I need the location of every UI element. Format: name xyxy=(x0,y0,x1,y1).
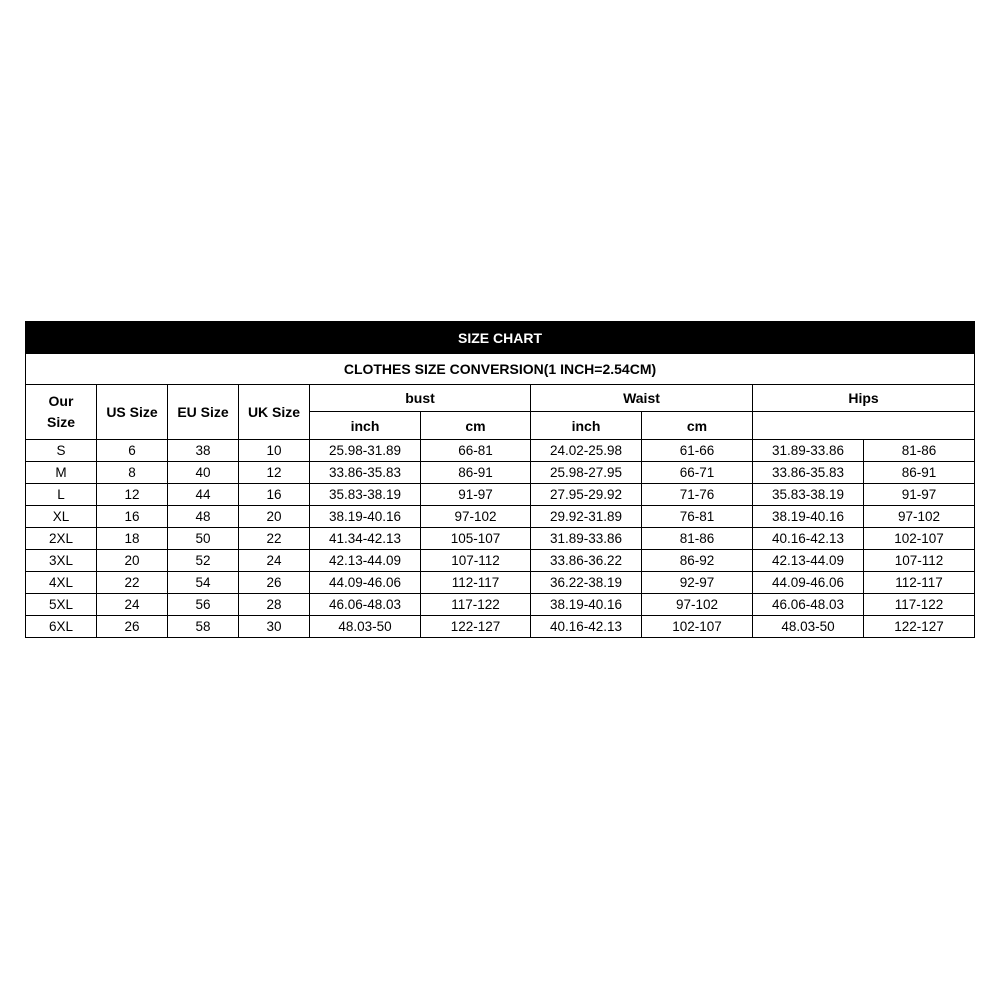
header-waist-cm: cm xyxy=(642,412,753,440)
cell-us-size: 12 xyxy=(97,484,168,506)
cell-waist-cm: 97-102 xyxy=(642,594,753,616)
cell-waist-inch: 33.86-36.22 xyxy=(531,550,642,572)
header-bust-inch: inch xyxy=(310,412,421,440)
cell-hips-cm: 112-117 xyxy=(864,572,975,594)
cell-waist-inch: 31.89-33.86 xyxy=(531,528,642,550)
cell-waist-cm: 76-81 xyxy=(642,506,753,528)
cell-bust-inch: 25.98-31.89 xyxy=(310,440,421,462)
cell-bust-inch: 38.19-40.16 xyxy=(310,506,421,528)
cell-our-size: XL xyxy=(26,506,97,528)
cell-uk-size: 26 xyxy=(239,572,310,594)
cell-us-size: 20 xyxy=(97,550,168,572)
cell-us-size: 26 xyxy=(97,616,168,638)
size-table xyxy=(25,321,975,638)
table-row xyxy=(26,616,975,638)
cell-waist-inch: 24.02-25.98 xyxy=(531,440,642,462)
cell-us-size: 22 xyxy=(97,572,168,594)
cell-our-size: S xyxy=(26,440,97,462)
cell-uk-size: 10 xyxy=(239,440,310,462)
cell-hips-cm: 107-112 xyxy=(864,550,975,572)
header-hips-units-empty xyxy=(753,412,975,440)
cell-hips-inch: 46.06-48.03 xyxy=(753,594,864,616)
cell-hips-cm: 81-86 xyxy=(864,440,975,462)
cell-hips-cm: 86-91 xyxy=(864,462,975,484)
cell-our-size: 2XL xyxy=(26,528,97,550)
size-table-body xyxy=(26,440,975,638)
cell-bust-cm: 105-107 xyxy=(421,528,531,550)
cell-waist-cm: 81-86 xyxy=(642,528,753,550)
cell-eu-size: 44 xyxy=(168,484,239,506)
cell-our-size: 5XL xyxy=(26,594,97,616)
cell-waist-inch: 27.95-29.92 xyxy=(531,484,642,506)
cell-hips-inch: 35.83-38.19 xyxy=(753,484,864,506)
cell-uk-size: 12 xyxy=(239,462,310,484)
cell-bust-inch: 41.34-42.13 xyxy=(310,528,421,550)
cell-waist-cm: 92-97 xyxy=(642,572,753,594)
cell-bust-cm: 112-117 xyxy=(421,572,531,594)
cell-our-size: 3XL xyxy=(26,550,97,572)
cell-waist-cm: 86-92 xyxy=(642,550,753,572)
size-chart xyxy=(25,321,975,638)
cell-bust-cm: 86-91 xyxy=(421,462,531,484)
cell-waist-cm: 71-76 xyxy=(642,484,753,506)
cell-waist-inch: 36.22-38.19 xyxy=(531,572,642,594)
header-waist-inch: inch xyxy=(531,412,642,440)
cell-eu-size: 58 xyxy=(168,616,239,638)
cell-eu-size: 38 xyxy=(168,440,239,462)
header-hips: Hips xyxy=(753,385,975,412)
cell-our-size: 4XL xyxy=(26,572,97,594)
cell-uk-size: 20 xyxy=(239,506,310,528)
header-bust-cm: cm xyxy=(421,412,531,440)
cell-eu-size: 40 xyxy=(168,462,239,484)
cell-us-size: 6 xyxy=(97,440,168,462)
cell-our-size: 6XL xyxy=(26,616,97,638)
header-eu-size: EU Size xyxy=(168,385,239,440)
header-uk-size: UK Size xyxy=(239,385,310,440)
cell-uk-size: 28 xyxy=(239,594,310,616)
cell-bust-cm: 122-127 xyxy=(421,616,531,638)
cell-hips-inch: 40.16-42.13 xyxy=(753,528,864,550)
chart-subtitle: CLOTHES SIZE CONVERSION(1 INCH=2.54CM) xyxy=(26,354,975,385)
cell-bust-inch: 35.83-38.19 xyxy=(310,484,421,506)
cell-bust-cm: 107-112 xyxy=(421,550,531,572)
table-row xyxy=(26,528,975,550)
cell-bust-inch: 48.03-50 xyxy=(310,616,421,638)
header-bust: bust xyxy=(310,385,531,412)
table-row xyxy=(26,550,975,572)
cell-waist-inch: 25.98-27.95 xyxy=(531,462,642,484)
cell-uk-size: 22 xyxy=(239,528,310,550)
cell-bust-inch: 42.13-44.09 xyxy=(310,550,421,572)
cell-waist-inch: 40.16-42.13 xyxy=(531,616,642,638)
header-our-size: Our Size xyxy=(26,385,97,440)
table-row xyxy=(26,572,975,594)
cell-eu-size: 54 xyxy=(168,572,239,594)
cell-waist-inch: 29.92-31.89 xyxy=(531,506,642,528)
cell-our-size: M xyxy=(26,462,97,484)
cell-bust-cm: 91-97 xyxy=(421,484,531,506)
header-us-size: US Size xyxy=(97,385,168,440)
cell-waist-cm: 66-71 xyxy=(642,462,753,484)
cell-hips-inch: 42.13-44.09 xyxy=(753,550,864,572)
table-row xyxy=(26,484,975,506)
cell-hips-inch: 33.86-35.83 xyxy=(753,462,864,484)
cell-bust-inch: 46.06-48.03 xyxy=(310,594,421,616)
cell-uk-size: 16 xyxy=(239,484,310,506)
cell-hips-cm: 117-122 xyxy=(864,594,975,616)
cell-us-size: 8 xyxy=(97,462,168,484)
cell-us-size: 24 xyxy=(97,594,168,616)
table-row xyxy=(26,462,975,484)
chart-title: SIZE CHART xyxy=(26,322,975,354)
table-row xyxy=(26,594,975,616)
cell-hips-cm: 122-127 xyxy=(864,616,975,638)
cell-our-size: L xyxy=(26,484,97,506)
cell-eu-size: 56 xyxy=(168,594,239,616)
cell-us-size: 18 xyxy=(97,528,168,550)
table-row xyxy=(26,506,975,528)
cell-uk-size: 24 xyxy=(239,550,310,572)
cell-eu-size: 52 xyxy=(168,550,239,572)
cell-waist-inch: 38.19-40.16 xyxy=(531,594,642,616)
cell-bust-inch: 33.86-35.83 xyxy=(310,462,421,484)
cell-hips-cm: 91-97 xyxy=(864,484,975,506)
cell-eu-size: 50 xyxy=(168,528,239,550)
cell-hips-cm: 97-102 xyxy=(864,506,975,528)
cell-hips-inch: 31.89-33.86 xyxy=(753,440,864,462)
cell-hips-inch: 44.09-46.06 xyxy=(753,572,864,594)
cell-uk-size: 30 xyxy=(239,616,310,638)
cell-us-size: 16 xyxy=(97,506,168,528)
cell-bust-inch: 44.09-46.06 xyxy=(310,572,421,594)
cell-hips-inch: 48.03-50 xyxy=(753,616,864,638)
cell-hips-inch: 38.19-40.16 xyxy=(753,506,864,528)
table-row xyxy=(26,440,975,462)
cell-bust-cm: 117-122 xyxy=(421,594,531,616)
header-waist: Waist xyxy=(531,385,753,412)
cell-eu-size: 48 xyxy=(168,506,239,528)
cell-hips-cm: 102-107 xyxy=(864,528,975,550)
cell-waist-cm: 61-66 xyxy=(642,440,753,462)
cell-bust-cm: 97-102 xyxy=(421,506,531,528)
cell-bust-cm: 66-81 xyxy=(421,440,531,462)
cell-waist-cm: 102-107 xyxy=(642,616,753,638)
